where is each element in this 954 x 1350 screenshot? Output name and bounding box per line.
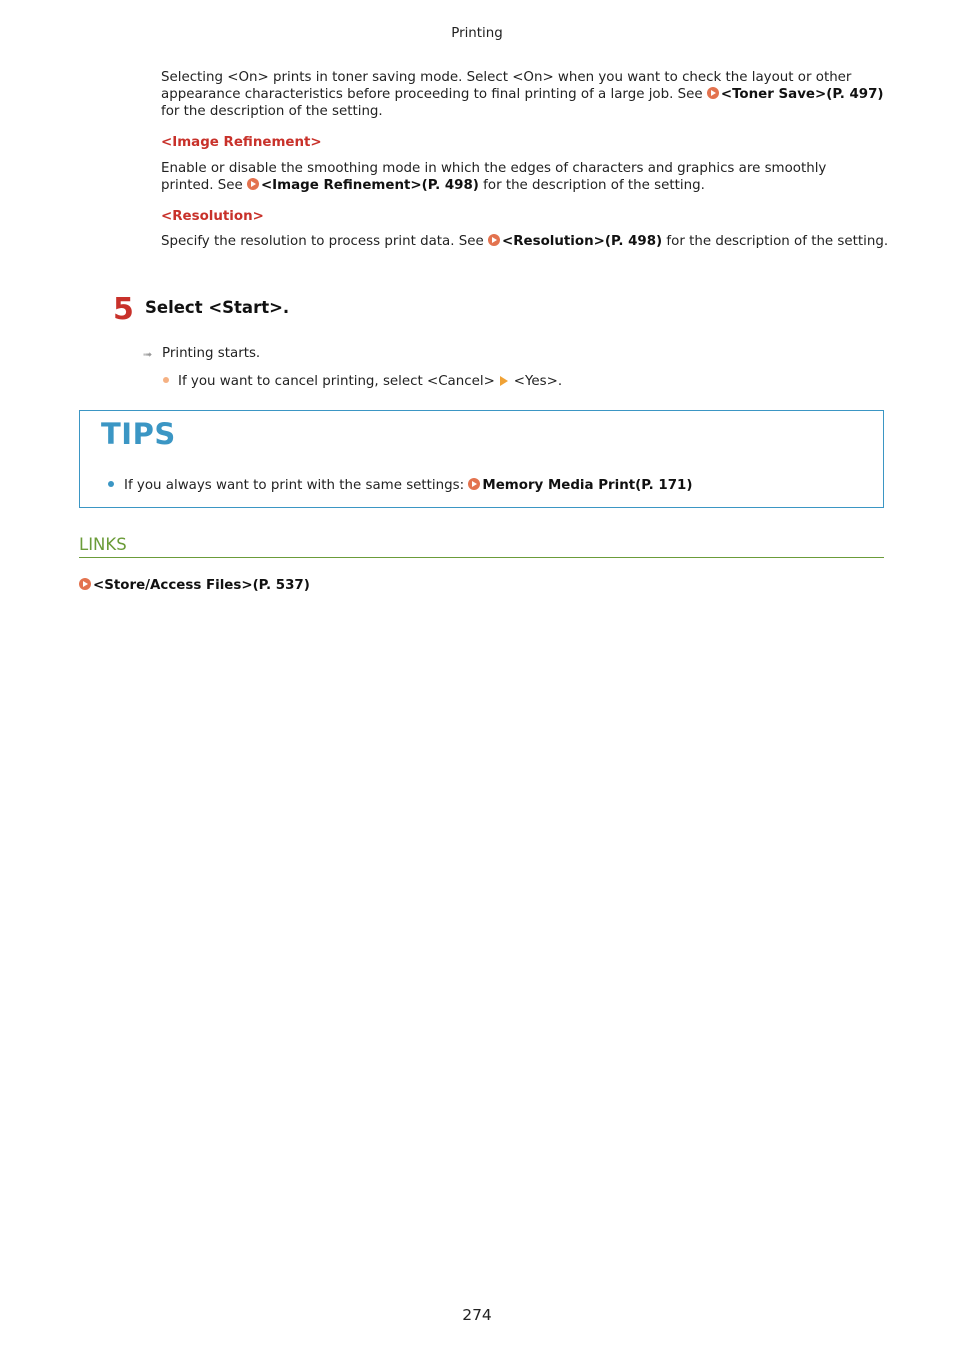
links-item <box>79 578 310 593</box>
result-arrow-icon: ➟ <box>143 348 153 361</box>
store-access-files-link-label: <Store/Access Files>(P. 537) <box>93 578 310 593</box>
resolution-text-suffix: for the description of the setting. <box>666 234 889 249</box>
step-title: Select <Start>. <box>145 298 290 317</box>
page-header: Printing <box>451 26 503 41</box>
bullet-icon <box>108 481 114 487</box>
toner-save-line-3: for the description of the setting. <box>161 104 383 119</box>
link-arrow-icon <box>79 578 91 590</box>
store-access-files-link[interactable] <box>79 578 310 593</box>
bullet-icon <box>163 377 169 383</box>
resolution-description <box>161 233 891 250</box>
resolution-link[interactable] <box>488 234 662 249</box>
image-refinement-line-2-suffix: for the description of the setting. <box>483 178 705 193</box>
image-refinement-link-label: <Image Refinement>(P. 498) <box>260 178 479 193</box>
tips-item <box>108 478 692 493</box>
link-arrow-icon <box>707 87 719 99</box>
page-number: 274 <box>462 1306 492 1324</box>
image-refinement-line-2-text: printed. See <box>161 178 247 193</box>
image-refinement-description <box>161 160 891 194</box>
link-arrow-icon <box>488 234 500 246</box>
toner-save-description <box>161 69 891 120</box>
toner-save-line-2 <box>161 86 891 103</box>
tips-title: TIPS <box>101 417 176 451</box>
link-arrow-icon <box>247 178 259 190</box>
tips-item-text: If you always want to print with the same settings: <box>124 478 469 493</box>
image-refinement-heading: <Image Refinement> <box>161 135 322 150</box>
cancel-note <box>163 374 562 389</box>
step-number: 5 <box>113 292 134 327</box>
resolution-heading: <Resolution> <box>161 209 264 224</box>
tips-box <box>79 410 884 508</box>
toner-save-line-1: Selecting <On> prints in toner saving mode. Select <On> when you want to check the layout or other <box>161 70 852 85</box>
cancel-note-suffix: <Yes>. <box>513 374 563 389</box>
resolution-text: Specify the resolution to process print data. See <box>161 234 488 249</box>
image-refinement-line-2 <box>161 177 891 194</box>
toner-save-link[interactable] <box>707 87 884 102</box>
resolution-link-label: <Resolution>(P. 498) <box>502 234 663 249</box>
toner-save-link-label: <Toner Save>(P. 497) <box>720 87 884 102</box>
link-arrow-icon <box>468 478 480 490</box>
image-refinement-line-1: Enable or disable the smoothing mode in which the edges of characters and graphics are smoothly <box>161 161 827 176</box>
memory-media-print-link-label: Memory Media Print(P. 171) <box>482 478 693 493</box>
image-refinement-link[interactable] <box>247 178 479 193</box>
memory-media-print-link[interactable] <box>468 478 692 493</box>
toner-save-line-2-text: appearance characteristics before proceeding to final printing of a large job. See <box>161 87 707 102</box>
links-divider <box>79 557 884 558</box>
cancel-note-text: If you want to cancel printing, select <Cancel> <box>178 374 495 389</box>
links-title: LINKS <box>79 535 127 554</box>
menu-arrow-icon <box>500 376 508 386</box>
step-result: Printing starts. <box>162 346 261 361</box>
